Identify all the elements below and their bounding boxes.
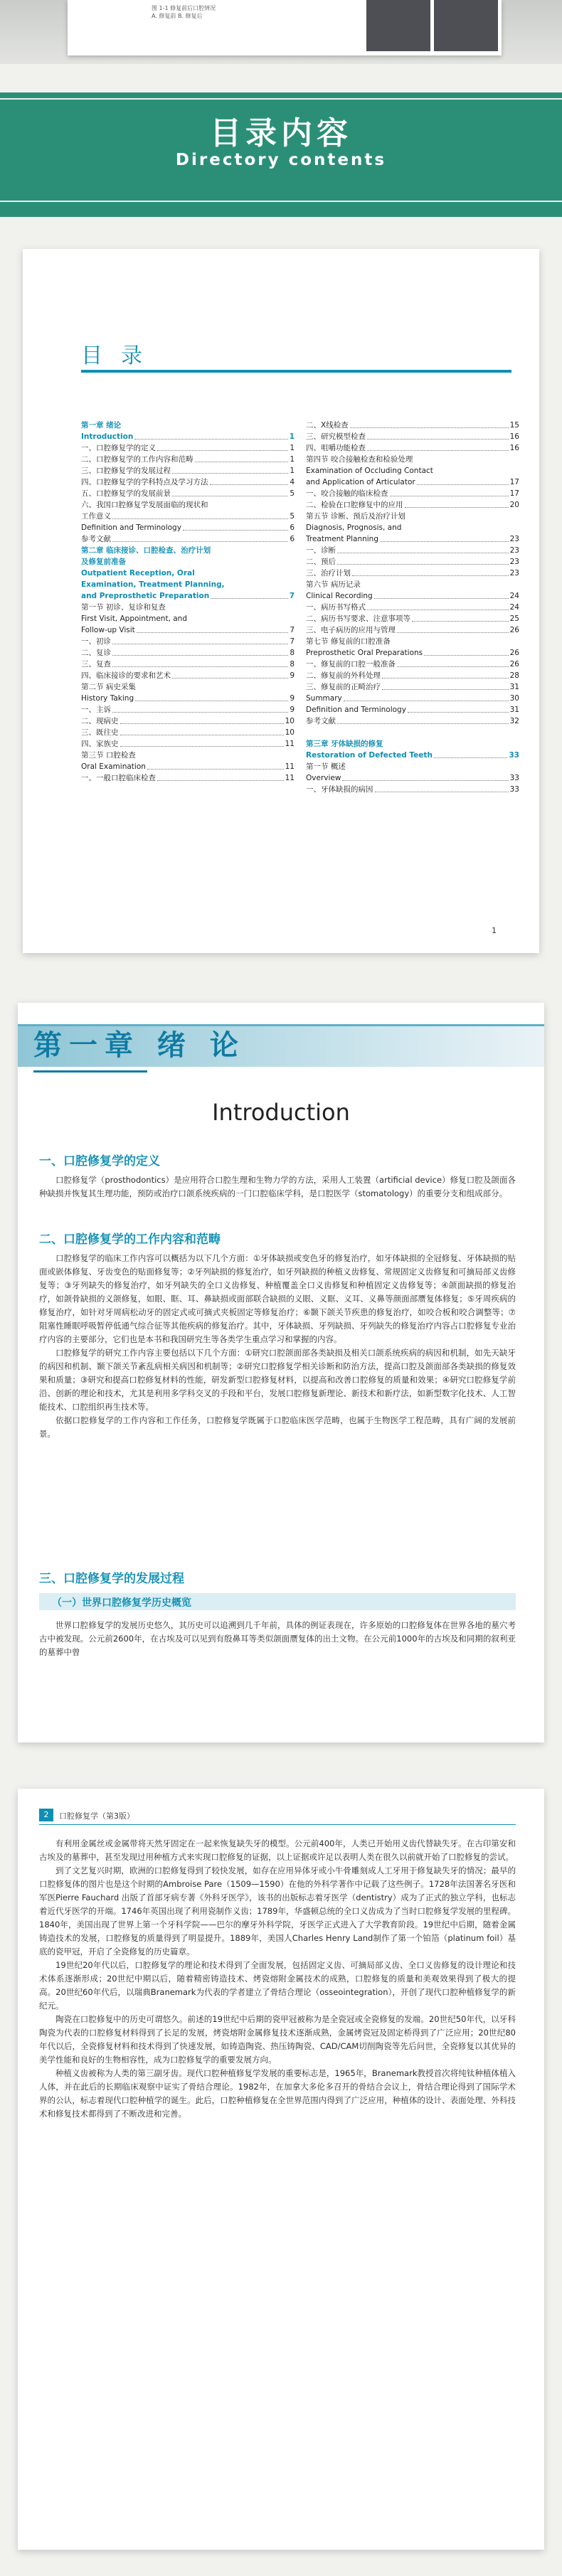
toc-leader-dots <box>212 545 293 553</box>
toc-entry-title: 一、咬合接触的临床检查 <box>306 489 388 498</box>
toc-entry-title: 一、主诉 <box>81 706 111 714</box>
paragraph: 19世纪20年代以后，口腔修复学的理论和技术得到了全面发展，包括固定义齿、可摘局部义齿、全口义齿修复的设计理论和技术体系逐渐形成；20世纪中期以后，随着精密铸造技术、烤瓷熔附金属技术的成熟，口腔修复的质量和美观效果得到了极大的提高。20世纪60年代后，以瑞典Branemark为代表的学者建立了骨结合理论（osseointegration），开创了现代口腔种植修复学的新纪元。 <box>39 1960 516 2011</box>
toc-entry <box>306 624 519 636</box>
toc-entry-title: 一、病历书写格式 <box>306 603 366 612</box>
toc-leader-dots <box>172 670 288 678</box>
toc-entry <box>306 704 519 715</box>
toc-entry-title: 二、口腔修复学的工作内容和范畴 <box>81 455 193 464</box>
toc-entry-page: 6 <box>290 535 295 543</box>
figure-caption: 图 1-1 修复前后口腔情况 A. 修复前 B. 修复后 <box>152 5 216 19</box>
toc-entry-title: 一、诊断 <box>306 546 336 555</box>
toc-entry-title: 参考文献 <box>306 717 336 725</box>
toc-leader-dots <box>407 511 518 519</box>
toc-entry-page: 23 <box>509 546 519 555</box>
toc-entry-page: 26 <box>509 626 519 634</box>
toc-entry-title: Treatment Planning <box>306 535 378 543</box>
toc-leader-dots <box>367 431 509 440</box>
toc-entry-page: 25 <box>509 614 519 623</box>
toc-leader-dots <box>189 613 293 622</box>
paragraph: 陶瓷在口腔修复中的历史可谓悠久。前述的19世纪中后期的瓷甲冠被称为是全瓷冠或全瓷修复的发端。20世纪50年代，以牙科陶瓷为代表的口腔修复材料得到了长足的发展，烤瓷熔附金属修复技术逐渐成熟，金属烤瓷冠及固定桥得到了广泛应用；20世纪80年代以后，全瓷修复材料和技术得到了快速发展，如铸造陶瓷、热压铸陶瓷、CAD/CAM切削陶瓷等先后问世，全瓷修复以其优异的美学性能和良好的生物相容性，成为口腔修复学的重要发展方向。 <box>39 2014 516 2065</box>
toc-entry-title: History Taking <box>81 694 134 703</box>
paragraph: 依据口腔修复学的工作内容和工作任务，口腔修复学既属于口腔临床医学范畴，也属于生物医学工程范畴，具有广阔的发展前景。 <box>39 1415 516 1439</box>
toc-leader-dots <box>382 670 509 678</box>
section-heading-3: 三、口腔修复学的发展过程 <box>39 1572 184 1586</box>
chapter-title: 第一章 绪 论 <box>33 1028 245 1062</box>
toc-entry-title: Examination, Treatment Planning, <box>81 580 225 589</box>
toc-leader-dots <box>392 636 518 644</box>
toc-entry-page: 17 <box>509 478 519 486</box>
toc-entry-page: 9 <box>290 694 295 703</box>
toc-leader-dots <box>172 465 288 474</box>
toc-leader-dots <box>157 442 288 451</box>
toc-chapter-entry <box>81 556 295 568</box>
toc-entry-page: 33 <box>509 785 519 794</box>
toc-entry-page: 5 <box>290 512 295 521</box>
toc-entry <box>306 727 519 738</box>
paragraph: 口腔修复学的研究工作内容主要包括以下几个方面：①研究口腔颌面部各类缺损及相关口颌系统疾病的病因和机制，如先天缺牙的病因和机制、颞下颌关节紊乱病相关病因和机制等；②研究口腔修复学相关诊断和防治方法，提高口腔及颌面部各类缺损的修复效果和质量；③研究和提高口腔修复材料的性能，研发新型口腔修复材料，以提高和改善口腔修复的质量和效果；④研究口腔修复学前沿、创新的理论和技术，尤其是利用多学科交叉的手段和平台，发展口腔修复新理论、新技术和新疗法，如新型数字化技术、人工智能技术、口腔组织再生技术等。 <box>39 1348 516 1412</box>
paragraph: 有利用金属丝或金属带将天然牙固定在一起来恢复缺失牙的模型。公元前400年，人类已开始用义齿代替缺失牙。在古印第安和古埃及的墓葬中，甚至发现过用种植方式来实现口腔修复的证据，以上证据或许足以表明人类在很久以前就开始了口腔修复的尝试。 <box>39 1838 516 1862</box>
toc-entry-title: 第四节 咬合接触检查和检验处理 <box>306 455 413 464</box>
toc-leader-dots <box>403 522 518 531</box>
toc-entry <box>306 556 519 568</box>
toc-entry <box>81 522 295 533</box>
toc-entry-page: 1 <box>290 455 295 464</box>
contents-right-column <box>306 420 519 795</box>
toc-leader-dots <box>390 488 509 496</box>
toc-leader-dots <box>120 738 284 747</box>
toc-entry-page: 7 <box>289 592 295 600</box>
header-line-bottom <box>0 201 562 202</box>
toc-entry <box>306 659 519 670</box>
toc-leader-dots <box>367 442 509 451</box>
toc-entry-title: 第二章 临床接诊、口腔检查、治疗计划 <box>81 546 211 555</box>
paragraph: 到了文艺复兴时期，欧洲的口腔修复得到了较快发展，如存在应用异体牙或小牛骨雕刻成人工牙用于修复缺失牙的情况；最早的口腔修复体的图片也是这个时期的Ambroise Pare（1509—1590）在他的外科学著作中记载了这些例子。1728年法国著名牙医和军医Pierre Fauchard 出版了首部牙病专著《外科牙医学》，该书的出版标志着牙医学（dentistry）成为了正式的独立学科，也标志着近代牙医学的开端。1746年英国出现了利用瓷制作义齿；1789年，华盛顿总统的全口义齿成为了当时口腔修复学发展的里程碑。1840年，美国出现了世界上第一个牙科学院——巴尔的摩牙外科学院，牙医学正式进入了大学教育阶段。19世纪中后期，随着金属铸造技术的发展，口腔修复的质量得到了明显提升。1889年，美国人Charles Henry Land制作了第一个铂箔（platinum foil）基底的瓷甲冠，开启了全瓷修复的历史篇章。 <box>39 1866 516 1957</box>
toc-leader-dots <box>196 568 293 576</box>
toc-entry <box>306 693 519 704</box>
toc-entry-title: Definition and Terminology <box>81 523 181 532</box>
section-2-text <box>39 1252 516 1441</box>
toc-entry <box>306 499 519 511</box>
toc-leader-dots <box>210 499 294 508</box>
toc-leader-dots <box>350 420 509 428</box>
toc-entry-title: Restoration of Defected Teeth <box>306 751 433 760</box>
toc-leader-dots <box>342 772 508 781</box>
paragraph: 种植义齿被称为人类的第三副牙齿。现代口腔种植修复学发展的重要标志是，1965年，Branemark教授首次将纯钛种植体植入人体，并在此后的长期临床观察中证实了骨结合理论。1982年，在加拿大多伦多召开的骨结合会议上，骨结合理论得到了国际学术界的公认，标志着现代口腔种植学的诞生。此后，口腔种植修复在全世界范围内得到了广泛应用，种植体的设计、表面处理、外科技术和修复技术都得到了不断改进和完善。 <box>39 2068 516 2119</box>
toc-chapter-entry <box>306 738 519 750</box>
section-heading-1: 一、口腔修复学的定义 <box>39 1154 160 1169</box>
toc-entry-title: 一、修复前的口腔一般准备 <box>306 660 396 669</box>
toc-entry <box>81 750 295 761</box>
toc-entry <box>306 590 519 602</box>
toc-leader-dots <box>112 636 288 644</box>
top-photo-strip <box>0 0 562 64</box>
toc-entry <box>81 681 295 693</box>
toc-leader-dots <box>137 750 293 758</box>
toc-leader-dots <box>408 704 509 713</box>
page-number-badge: 2 <box>39 1809 53 1821</box>
toc-entry-title: Outpatient Reception, Oral <box>81 569 195 578</box>
toc-entry-title: and Application of Articulator <box>306 478 415 486</box>
toc-entry <box>81 704 295 715</box>
section-heading-2: 二、口腔修复学的工作内容和范畴 <box>39 1233 221 1247</box>
toc-leader-dots <box>435 465 518 474</box>
toc-leader-dots <box>380 533 509 542</box>
toc-entry-title: Examination of Occluding Contact <box>306 467 433 475</box>
toc-entry <box>81 670 295 681</box>
toc-entry-title: Clinical Recording <box>306 592 373 600</box>
toc-entry <box>306 784 519 795</box>
toc-entry <box>81 511 295 522</box>
toc-leader-dots <box>172 488 288 496</box>
running-header-title: 口腔修复学（第3版） <box>59 1811 134 1821</box>
clinical-photo-2 <box>434 0 498 51</box>
toc-entry-title: 一、牙体缺损的病因 <box>306 785 373 794</box>
toc-entry-page: 33 <box>509 774 519 782</box>
chapter-title-rule <box>33 1070 147 1073</box>
toc-entry-page: 32 <box>509 717 519 725</box>
toc-entry <box>81 715 295 727</box>
toc-entry-page: 11 <box>285 762 295 771</box>
toc-entry-page: 7 <box>290 637 295 646</box>
toc-entry-title: 三、修复前的正畸治疗 <box>306 683 381 691</box>
toc-leader-dots <box>195 454 289 462</box>
photo-panel <box>68 0 502 55</box>
toc-entry <box>81 761 295 772</box>
toc-entry <box>81 602 295 613</box>
toc-leader-dots <box>337 715 509 724</box>
toc-entry-title: Definition and Terminology <box>306 706 406 714</box>
toc-chapter-entry <box>81 590 295 602</box>
contents-title: 目录 <box>81 344 161 368</box>
toc-entry-page: 1 <box>289 432 295 441</box>
toc-leader-dots <box>424 647 509 656</box>
toc-entry <box>81 659 295 670</box>
toc-entry-page: 24 <box>509 603 519 612</box>
toc-entry-title: 二、现病史 <box>81 717 119 725</box>
toc-entry <box>306 465 519 477</box>
toc-entry-page: 20 <box>509 501 519 509</box>
toc-entry <box>81 624 295 636</box>
toc-leader-dots <box>337 545 509 553</box>
toc-entry-title: 六、我国口腔修复学发展面临的现状和 <box>81 501 208 509</box>
toc-leader-dots <box>352 568 509 576</box>
toc-leader-dots <box>120 715 284 724</box>
toc-entry <box>306 545 519 556</box>
toc-entry-title: 工作意义 <box>81 512 111 521</box>
toc-leader-dots <box>347 761 518 770</box>
toc-entry-title: 一、口腔修复学的定义 <box>81 444 156 452</box>
page-2-text <box>39 1837 516 2121</box>
toc-leader-dots <box>112 511 288 519</box>
toc-entry-title: 第三章 牙体缺损的修复 <box>306 740 383 748</box>
header-title-cn: 目录内容 <box>210 115 352 151</box>
toc-entry-title: Follow-up Visit <box>81 626 135 634</box>
chapter-page <box>18 1003 544 1742</box>
toc-entry-page: 31 <box>509 683 519 691</box>
toc-leader-dots <box>183 522 288 531</box>
toc-leader-dots <box>375 784 509 792</box>
toc-leader-dots <box>382 681 509 690</box>
subsection-heading: （一）世界口腔修复学历史概览 <box>52 1597 191 1609</box>
toc-entry-title: 三、既往史 <box>81 728 119 737</box>
toc-entry-page: 1 <box>290 467 295 475</box>
toc-entry-page: 4 <box>290 478 295 486</box>
toc-leader-dots <box>374 590 509 599</box>
toc-entry-title: 第三节 口腔检查 <box>81 751 136 760</box>
toc-entry-page: 1 <box>290 444 295 452</box>
toc-entry-page: 23 <box>509 558 519 566</box>
toc-entry-title: 三、口腔修复学的发展过程 <box>81 467 171 475</box>
toc-chapter-entry <box>81 568 295 579</box>
toc-entry-title: 四、家族史 <box>81 740 119 748</box>
toc-chapter-entry <box>81 545 295 556</box>
toc-entry-title: 二、修复前的外科处理 <box>306 671 381 680</box>
toc-entry-title: 第一节 概述 <box>306 762 346 771</box>
directory-header <box>0 92 562 217</box>
toc-entry <box>81 499 295 511</box>
toc-entry <box>81 477 295 488</box>
toc-entry <box>81 738 295 750</box>
toc-leader-dots <box>385 738 518 747</box>
page-number: 1 <box>492 926 497 935</box>
toc-entry-page: 11 <box>285 774 295 782</box>
toc-entry-title: 三、复查 <box>81 660 111 669</box>
toc-entry-page: 16 <box>509 432 519 441</box>
toc-entry-title: 三、研究模型检查 <box>306 432 366 441</box>
toc-entry <box>306 442 519 454</box>
toc-entry <box>306 568 519 579</box>
toc-entry <box>81 533 295 545</box>
toc-leader-dots <box>112 647 288 656</box>
toc-entry-title: 一、初诊 <box>81 637 111 646</box>
toc-leader-dots <box>112 659 288 667</box>
toc-leader-dots <box>112 533 288 542</box>
toc-entry <box>306 613 519 624</box>
toc-entry-title: 第一章 绪论 <box>81 421 122 430</box>
toc-leader-dots <box>337 556 509 565</box>
toc-entry-page: 5 <box>290 489 295 498</box>
toc-entry-title: 四、口腔修复学的学科特点及学习方法 <box>81 478 208 486</box>
toc-entry-title: 参考文献 <box>81 535 111 543</box>
toc-entry-title: Oral Examination <box>81 762 146 771</box>
toc-entry <box>81 465 295 477</box>
toc-entry <box>306 454 519 465</box>
toc-entry <box>81 772 295 784</box>
toc-entry-title: and Preprosthetic Preparation <box>81 592 210 600</box>
toc-entry <box>81 442 295 454</box>
toc-entry <box>81 647 295 659</box>
toc-chapter-entry <box>306 750 519 761</box>
toc-leader-dots <box>120 727 284 735</box>
toc-entry-title: Summary <box>306 694 342 703</box>
paragraph: 口腔修复学的临床工作内容可以概括为以下几个方面：①牙体缺损或变色牙的修复治疗，如牙体缺损的全冠修复、牙体缺损的贴面或嵌体修复、牙齿变色的贴面修复等；②牙列缺损的修复治疗，如牙列缺损的种植义齿修复、常规固定义齿修复和可摘局部义齿修复等；③牙列缺失的修复治疗，如牙列缺失的全口义齿修复、种植覆盖全口义齿修复和种植固定义齿修复等；④颌面缺损的修复治疗，如颌骨缺损的义颌修复，如眼、眶、耳、鼻缺损或面部联合缺损的义眼、义眶、义耳、义鼻等颜面部赝复体修复；⑤牙周疾病的修复治疗，如针对牙周病松动牙的固定式或可摘式夹板固定等修复治疗；⑥颞下颌关节疾患的修复治疗，如咬合板和咬合调整等；⑦阻塞性睡眠呼吸暂停低通气综合征等其他疾病的修复治疗。其中，牙体缺损、牙列缺损、牙列缺失的修复治疗内容占口腔修复专业治疗内容的主要部分，它们也是本书和我国研究生等各类学生重点学习和掌握的内容。 <box>39 1253 516 1344</box>
toc-leader-dots <box>210 477 289 485</box>
toc-entry-page: 7 <box>290 626 295 634</box>
toc-entry <box>81 488 295 499</box>
toc-entry-title: 第六节 病历记录 <box>306 580 361 589</box>
toc-entry-title: 二、复诊 <box>81 649 111 657</box>
toc-leader-dots <box>397 659 509 667</box>
toc-leader-dots <box>112 704 288 713</box>
toc-entry <box>81 454 295 465</box>
toc-leader-dots <box>412 613 509 622</box>
toc-entry <box>306 579 519 590</box>
toc-entry-title: 一、一般口腔临床检查 <box>81 774 156 782</box>
toc-entry <box>306 420 519 431</box>
toc-chapter-entry <box>81 420 295 431</box>
toc-entry-title: Introduction <box>81 432 134 441</box>
toc-entry-title: 第七节 修复前的口腔准备 <box>306 637 391 646</box>
header-line-top <box>0 98 562 100</box>
toc-entry-page: 31 <box>509 706 519 714</box>
toc-entry-title: Overview <box>306 774 341 782</box>
toc-leader-dots <box>397 624 509 633</box>
toc-entry <box>306 772 519 784</box>
toc-leader-dots <box>211 590 288 599</box>
toc-entry <box>81 636 295 647</box>
toc-entry <box>306 431 519 442</box>
toc-leader-dots <box>405 499 509 508</box>
toc-entry-title: 二、病历书写要求、注意事项等 <box>306 614 410 623</box>
toc-entry <box>306 522 519 533</box>
toc-entry-title: 第二节 病史采集 <box>81 683 136 691</box>
toc-entry-page: 26 <box>509 660 519 669</box>
toc-leader-dots <box>147 761 284 770</box>
toc-leader-dots <box>414 454 518 462</box>
toc-entry-title: 五、口腔修复学的发展前景 <box>81 489 171 498</box>
toc-leader-dots <box>135 693 288 701</box>
toc-entry <box>306 647 519 659</box>
toc-entry-page: 15 <box>509 421 519 430</box>
toc-entry <box>306 681 519 693</box>
toc-entry-page: 16 <box>509 444 519 452</box>
toc-entry-page: 23 <box>509 535 519 543</box>
toc-entry <box>306 511 519 522</box>
toc-entry <box>306 670 519 681</box>
toc-entry-title: First Visit, Appointment, and <box>81 614 187 623</box>
toc-entry <box>81 727 295 738</box>
toc-entry-page: 6 <box>290 523 295 532</box>
toc-entry-title: 第五节 诊断、预后及治疗计划 <box>306 512 405 521</box>
toc-entry-title: Diagnosis, Prognosis, and <box>306 523 402 532</box>
toc-entry-title: 四、临床接诊的要求和艺术 <box>81 671 171 680</box>
toc-entry-title: 二、检验在口腔修复中的应用 <box>306 501 403 509</box>
toc-entry <box>306 488 519 499</box>
toc-entry-page: 26 <box>509 649 519 657</box>
toc-entry-title: 二、X线检查 <box>306 421 349 430</box>
toc-entry-title: 四、咀嚼功能检查 <box>306 444 366 452</box>
subsection-text <box>39 1619 516 1659</box>
toc-entry <box>306 636 519 647</box>
paragraph: 世界口腔修复学的发展历史悠久，其历史可以追溯到几千年前，具体的例证表现在，许多原始的口腔修复体在世界各地的墓穴考古中被发现。公元前2600年，在古埃及可以见到有殷鼻耳等类似颌面赝复体的出土文物。在公元前1000年的古埃及和同期的叙利亚的墓葬中曾 <box>39 1620 516 1657</box>
toc-entry-page: 10 <box>285 717 295 725</box>
toc-entry-page: 33 <box>509 751 519 760</box>
paragraph: 口腔修复学（prosthodontics）是应用符合口腔生理和生物力学的方法，采用人工装置（artificial device）修复口腔及颌面各种缺损并恢复其生理功能，预防或治疗口颌系统疾病的一门口腔临床学科，是口腔医学（stomatology）的重要分支和组成部分。 <box>39 1175 516 1198</box>
toc-leader-dots <box>344 693 509 701</box>
toc-entry-page: 30 <box>509 694 519 703</box>
toc-leader-dots <box>226 579 293 587</box>
toc-entry-page: 28 <box>509 671 519 680</box>
toc-leader-dots <box>137 681 293 690</box>
header-title-en: Directory contents <box>175 151 387 169</box>
toc-entry-title: 三、电子病历的应用与管理 <box>306 626 396 634</box>
toc-leader-dots <box>307 727 518 735</box>
toc-entry <box>81 693 295 704</box>
toc-leader-dots <box>167 602 293 610</box>
toc-entry-title: Preprosthetic Oral Preparations <box>306 649 423 657</box>
toc-leader-dots <box>417 477 509 485</box>
toc-leader-dots <box>127 556 293 565</box>
toc-entry-page: 24 <box>509 592 519 600</box>
contents-title-rule <box>81 370 511 373</box>
toc-entry-page: 10 <box>285 728 295 737</box>
toc-chapter-entry <box>81 579 295 590</box>
toc-entry <box>306 715 519 727</box>
toc-leader-dots <box>367 602 509 610</box>
toc-entry-title: 二、预后 <box>306 558 336 566</box>
contents-page <box>23 249 539 953</box>
toc-entry <box>81 613 295 624</box>
toc-leader-dots <box>434 750 507 758</box>
toc-entry-page: 23 <box>509 569 519 578</box>
toc-entry <box>306 533 519 545</box>
toc-entry <box>306 477 519 488</box>
toc-entry-page: 9 <box>290 706 295 714</box>
toc-entry-page: 11 <box>285 740 295 748</box>
toc-entry-page: 8 <box>290 660 295 669</box>
toc-leader-dots <box>134 431 287 440</box>
toc-chapter-entry <box>81 431 295 442</box>
toc-entry-title: 及修复前准备 <box>81 558 126 566</box>
toc-entry-title: 三、治疗计划 <box>306 569 351 578</box>
toc-leader-dots <box>137 624 289 633</box>
running-header <box>39 1809 516 1825</box>
contents-left-column <box>81 420 295 784</box>
toc-entry-page: 9 <box>290 671 295 680</box>
toc-leader-dots <box>362 579 518 587</box>
chapter-title-en: Introduction <box>212 1099 350 1126</box>
toc-entry-page: 17 <box>509 489 519 498</box>
toc-leader-dots <box>157 772 284 781</box>
toc-entry-page: 8 <box>290 649 295 657</box>
toc-entry <box>306 761 519 772</box>
section-1-text <box>39 1173 516 1201</box>
content-page-2 <box>18 1789 544 2550</box>
toc-leader-dots <box>122 420 293 428</box>
toc-entry-title: 第一节 初诊、复诊和复查 <box>81 603 166 612</box>
toc-entry <box>306 602 519 613</box>
